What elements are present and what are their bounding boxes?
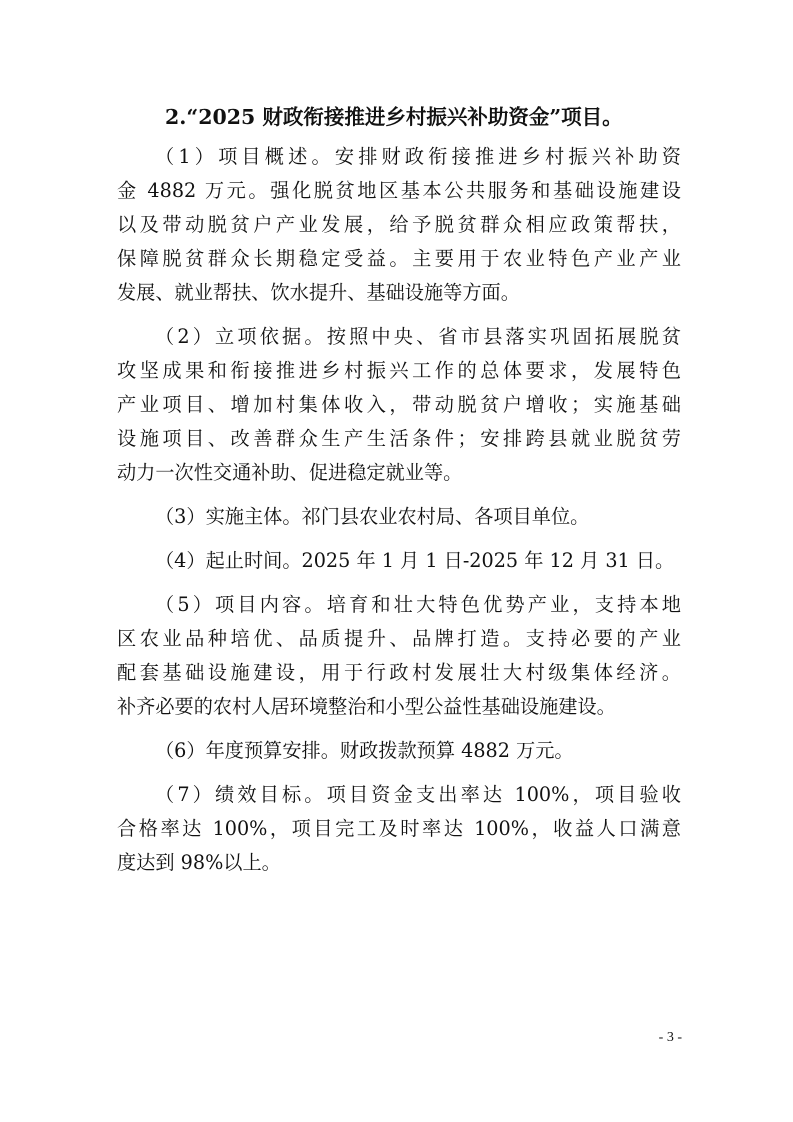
text-line: （3）实施主体。祁门县农业农村局、各项目单位。 [155,505,590,528]
text-line: 以及带动脱贫户产业发展，给予脱贫群众相应政策帮扶， [117,213,681,236]
text-line: （5）项目内容。培育和壮大特色优势产业，支持本地 [155,593,681,616]
text-line: （6）年度预算安排。财政拨款预算 4882 万元。 [155,739,574,762]
text-line: 度达到 98%以上。 [117,851,281,874]
text-line: （4）起止时间。2025 年 1 月 1 日-2025 年 12 月 31 日。 [155,549,675,572]
text-line: （7）绩效目标。项目资金支出率达 100%，项目验收 [155,783,681,806]
text-line: 配套基础设施建设，用于行政村发展壮大村级集体经济。 [117,661,681,684]
text-line: 补齐必要的农村人居环境整治和小型公益性基础设施建设。 [117,695,616,718]
paragraph-annual-budget [117,734,681,768]
paragraph-start-end-time [117,544,681,578]
text-line: 合格率达 100%，项目完工及时率达 100%，收益人口满意 [117,817,681,840]
paragraph-implementing-entity [117,500,681,534]
text-line: 保障脱贫群众长期稳定受益。主要用于农业特色产业产业 [117,247,681,270]
text-line: 攻坚成果和衔接推进乡村振兴工作的总体要求，发展特色 [117,359,681,382]
text-line: 产业项目、增加村集体收入，带动脱贫户增收；实施基础 [117,393,681,416]
text-line: 区农业品种培优、品质提升、品牌打造。支持必要的产业 [117,627,681,650]
paragraph-performance-goals [117,778,681,880]
text-line: （1）项目概述。安排财政衔接推进乡村振兴补助资 [155,145,681,168]
text-line: 动力一次性交通补助、促进稳定就业等。 [117,461,463,484]
paragraph-project-basis [117,320,681,490]
paragraph-project-overview [117,140,681,310]
paragraph-project-content [117,588,681,724]
section-heading: 2.“2025 财政衔接推进乡村振兴补助资金”项目。 [165,105,623,129]
page-number: - 3 - [658,1030,682,1045]
text-line: （2）立项依据。按照中央、省市县落实巩固拓展脱贫 [155,325,681,348]
document-body [117,140,681,890]
text-line: 设施项目、改善群众生产生活条件；安排跨县就业脱贫劳 [117,427,681,450]
text-line: 发展、就业帮扶、饮水提升、基础设施等方面。 [117,281,520,304]
text-line: 金 4882 万元。强化脱贫地区基本公共服务和基础设施建设 [117,179,681,202]
